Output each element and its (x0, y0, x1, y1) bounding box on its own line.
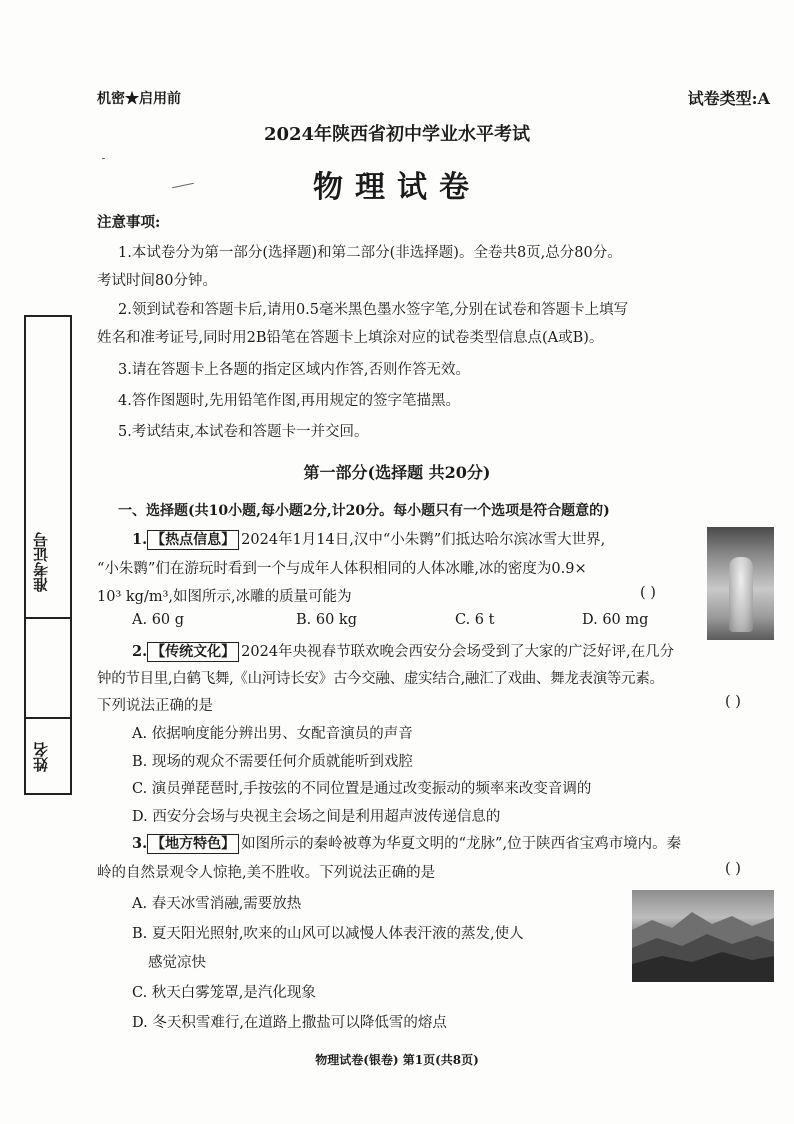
question-2-line: 下列说法正确的是 (97, 698, 213, 714)
option: D. 60 mg (582, 612, 649, 628)
option: C. 演员弹琵琶时,手按弦的不同位置是通过改变振动的频率来改变音调的 (132, 781, 592, 797)
option: B. 现场的观众不需要任何介质就能听到戏腔 (132, 754, 413, 770)
notes-heading: 注意事项: (97, 214, 161, 231)
note-line: 1.本试卷分为第一部分(选择题)和第二部分(非选择题)。全卷共8页,总分80分。 (118, 245, 622, 261)
question-text: 2024年1月14日,汉中“小朱鹮”们抵达哈尔滨冰雪大世界, (241, 532, 606, 548)
candidate-info-box (24, 315, 72, 795)
candidate-name-label: 姓名 (32, 742, 50, 772)
option: C. 秋天白雾笼罩,是汽化现象 (132, 985, 316, 1001)
question-1-line: 10³ kg/m³,如图所示,冰雕的质量可能为 (97, 589, 352, 605)
note-line: 4.答作图题时,先用铅笔作图,再用规定的签字笔描黑。 (118, 393, 461, 409)
note-line: 2.领到试卷和答题卡后,请用0.5毫米黑色墨水签字笔,分别在试卷和答题卡上填写 (118, 302, 629, 318)
question-3-line (132, 832, 681, 854)
option: A. 依据响度能分辨出男、女配音演员的声音 (132, 726, 413, 742)
question-1-line (132, 528, 605, 550)
question-number: 3. (132, 835, 148, 852)
option: C. 6 t (455, 612, 495, 628)
answer-bracket: ( ) (640, 585, 656, 601)
option: D. 冬天积雪难行,在道路上撒盐可以降低雪的熔点 (132, 1015, 447, 1031)
subject-title: 物理试卷 (313, 170, 481, 205)
question-number: 2. (132, 643, 148, 660)
answer-bracket: ( ) (725, 861, 741, 877)
section-title: 第一部分(选择题 共20分) (303, 463, 491, 482)
topic-tag: 【地方特色】 (147, 834, 239, 854)
candidate-id-label: 准考证号 (32, 532, 50, 592)
topic-tag: 【传统文化】 (147, 642, 239, 662)
option: A. 春天冰雪消融,需要放热 (132, 896, 302, 912)
option: A. 60 g (132, 612, 185, 628)
question-2-line: 钟的节目里,白鹤飞舞,《山河诗长安》古今交融、虚实结合,融汇了戏曲、舞龙表演等元素。 (97, 671, 664, 687)
section-instruction: 一、选择题(共10小题,每小题2分,计20分。每小题只有一个选项是符合题意的) (118, 503, 610, 519)
note-line: 3.请在答题卡上各题的指定区域内作答,否则作答无效。 (118, 362, 470, 378)
option: 感觉凉快 (148, 955, 206, 971)
note-line: 5.考试结束,本试卷和答题卡一并交回。 (118, 424, 369, 440)
exam-title: 2024年陕西省初中学业水平考试 (263, 124, 531, 145)
question-2-line (132, 640, 674, 662)
paper-type: 试卷类型:A (687, 89, 770, 108)
scan-mark (102, 158, 105, 159)
question-text: 如图所示的秦岭被尊为华夏文明的“龙脉”,位于陕西省宝鸡市境内。秦 (241, 836, 682, 852)
confidential-label: 机密★启用前 (97, 91, 181, 107)
question-text: 2024年央视春节联欢晚会西安分会场受到了大家的广泛好评,在几分 (241, 644, 675, 660)
topic-tag: 【热点信息】 (147, 530, 239, 550)
answer-bracket: ( ) (725, 694, 741, 710)
qinling-mountain-photo (632, 890, 774, 982)
note-line: 姓名和准考证号,同时用2B铅笔在答题卡上填涂对应的试卷类型信息点(A或B)。 (97, 330, 604, 346)
note-line: 考试时间80分钟。 (97, 273, 217, 289)
question-3-line: 岭的自然景观令人惊艳,美不胜收。下列说法正确的是 (97, 865, 436, 881)
option: D. 西安分会场与央视主会场之间是利用超声波传递信息的 (132, 809, 501, 825)
question-1-line: “小朱鹮”们在游玩时看到一个与成年人体积相同的人体冰雕,冰的密度为0.9× (97, 561, 587, 577)
option: B. 60 kg (296, 612, 358, 628)
option: B. 夏天阳光照射,吹来的山风可以减慢人体表汗液的蒸发,使人 (132, 926, 524, 942)
ice-sculpture-photo (707, 527, 774, 640)
question-number: 1. (132, 531, 148, 548)
page-footer: 物理试卷(银卷) 第1页(共8页) (315, 1053, 479, 1067)
